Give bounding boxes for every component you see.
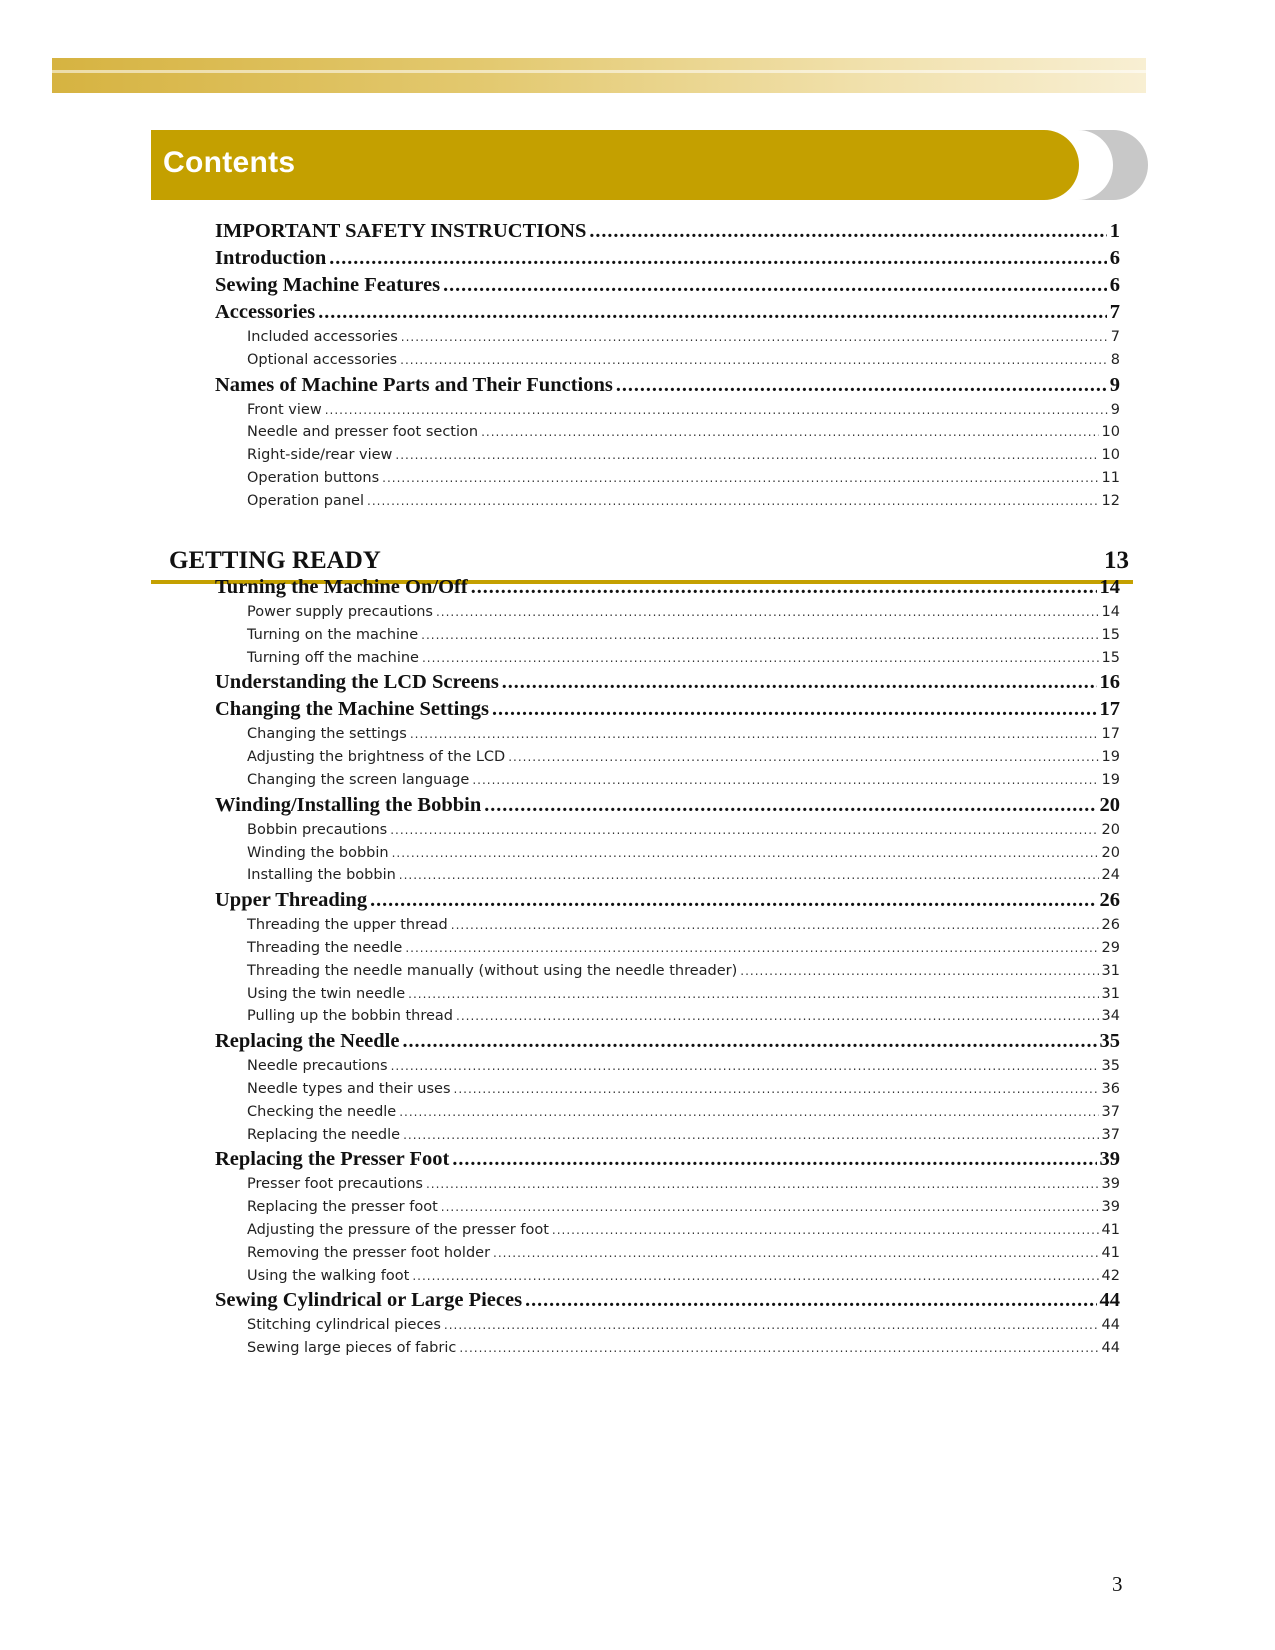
toc-entry-title: Introduction — [215, 247, 327, 269]
toc-subsection-entry[interactable] — [215, 467, 1120, 490]
toc-dot-leader — [392, 842, 1099, 865]
toc-entry-page: 41 — [1101, 1244, 1120, 1261]
toc-entry-page: 1 — [1109, 220, 1120, 242]
toc-entry-title: Turning off the machine — [247, 649, 419, 666]
toc-subsection-entry[interactable] — [215, 624, 1120, 647]
toc-chapter-entry[interactable] — [215, 218, 1120, 245]
toc-entry-page: 8 — [1110, 351, 1120, 368]
toc-chapter-entry[interactable] — [215, 1146, 1120, 1173]
toc-entry-title: Sewing large pieces of fabric — [247, 1340, 457, 1357]
toc-entry-title: Right-side/rear view — [247, 447, 393, 464]
toc-dot-leader — [399, 1101, 1098, 1124]
toc-dot-leader — [403, 1124, 1098, 1147]
toc-dot-leader — [443, 272, 1107, 299]
toc-entry-page: 44 — [1101, 1340, 1120, 1357]
toc-entry-page: 16 — [1099, 671, 1120, 694]
toc-entry-page: 7 — [1110, 329, 1120, 345]
toc-entry-page: 26 — [1099, 889, 1120, 912]
toc-dot-leader — [589, 218, 1106, 245]
toc-chapter-entry[interactable] — [215, 1287, 1120, 1314]
toc-entry-title: Changing the Machine Settings — [215, 698, 489, 721]
toc-dot-leader — [492, 696, 1097, 723]
toc-subsection-entry[interactable] — [215, 1124, 1120, 1147]
toc-entry-title: Removing the presser foot holder — [247, 1244, 491, 1261]
toc-chapter-entry[interactable] — [215, 696, 1120, 723]
toc-entry-page: 29 — [1101, 939, 1120, 956]
toc-subsection-entry[interactable] — [215, 1078, 1120, 1101]
toc-entry-title: Front view — [247, 401, 322, 418]
toc-entry-title: Needle and presser foot section — [247, 424, 479, 441]
toc-entry-page: 11 — [1101, 469, 1120, 486]
toc-entry-title: Replacing the Needle — [215, 1030, 400, 1053]
toc-subsection-entry[interactable] — [215, 746, 1120, 769]
toc-chapter-entry[interactable] — [215, 669, 1120, 696]
toc-dot-leader — [402, 1028, 1096, 1055]
toc-subsection-entry[interactable] — [215, 1219, 1120, 1242]
toc-entry-page: 6 — [1109, 247, 1120, 269]
toc-chapter-entry[interactable] — [215, 792, 1120, 819]
toc-entry-page: 19 — [1101, 749, 1120, 766]
toc-entry-page: 10 — [1101, 447, 1120, 464]
toc-entry-title: Needle types and their uses — [247, 1080, 451, 1097]
toc-entry-page: 37 — [1101, 1126, 1120, 1143]
section-title: GETTING READY — [169, 547, 381, 574]
toc-entry-title: Adjusting the brightness of the LCD — [247, 749, 506, 766]
toc-dot-leader — [391, 1055, 1099, 1078]
toc-dot-leader — [395, 444, 1098, 467]
toc-dot-leader — [508, 746, 1098, 769]
toc-dot-leader — [740, 960, 1098, 983]
toc-entry-page: 20 — [1101, 821, 1120, 838]
toc-dot-leader — [459, 1337, 1098, 1360]
toc-subsection-entry[interactable] — [215, 1055, 1120, 1078]
toc-dot-leader — [616, 372, 1107, 399]
toc-subsection-entry[interactable] — [215, 960, 1120, 983]
toc-dot-leader — [400, 349, 1108, 372]
toc-dot-leader — [329, 245, 1106, 272]
toc-entry-title: Replacing the needle — [247, 1126, 401, 1143]
toc-dot-leader — [370, 887, 1096, 914]
toc-entry-title: Turning on the machine — [247, 626, 419, 643]
toc-dot-leader — [471, 574, 1097, 601]
toc-entry-title: Installing the bobbin — [247, 867, 396, 884]
toc-entry-title: Replacing the presser foot — [247, 1199, 438, 1216]
toc-entry-title: Threading the needle manually (without using the needle threader) — [247, 962, 738, 979]
toc-intro-list — [215, 218, 1120, 513]
toc-entry-page: 37 — [1101, 1103, 1120, 1120]
toc-dot-leader — [318, 299, 1107, 326]
toc-entry-page: 10 — [1101, 424, 1120, 441]
toc-subsection-entry[interactable] — [215, 1173, 1120, 1196]
toc-dot-leader — [405, 937, 1098, 960]
toc-dot-leader — [436, 601, 1099, 624]
toc-entry-title: Using the walking foot — [247, 1267, 410, 1284]
toc-dot-leader — [456, 1005, 1099, 1028]
page-number: 3 — [1112, 1572, 1123, 1596]
toc-entry-title: Bobbin precautions — [247, 821, 388, 838]
toc-subsection-entry[interactable] — [215, 1337, 1120, 1360]
toc-subsection-entry[interactable] — [215, 1314, 1120, 1337]
toc-entry-page: 7 — [1109, 301, 1120, 323]
toc-entry-page: 9 — [1110, 401, 1120, 418]
toc-entry-title: Using the twin needle — [247, 985, 406, 1002]
toc-entry-page: 39 — [1101, 1199, 1120, 1216]
toc-subsection-entry[interactable] — [215, 490, 1120, 513]
toc-entry-page: 36 — [1101, 1080, 1120, 1097]
toc-entry-title: Optional accessories — [247, 351, 398, 368]
toc-subsection-entry[interactable] — [215, 1005, 1120, 1028]
toc-entry-title: Winding/Installing the Bobbin — [215, 793, 482, 816]
toc-subsection-entry[interactable] — [215, 769, 1120, 792]
toc-getting-ready-list — [215, 574, 1120, 1360]
toc-chapter-entry[interactable] — [215, 1028, 1120, 1055]
toc-dot-leader — [399, 864, 1099, 887]
toc-dot-leader — [444, 1314, 1099, 1337]
toc-entry-title: Names of Machine Parts and Their Functions — [215, 373, 613, 396]
toc-subsection-entry[interactable] — [215, 914, 1120, 937]
toc-entry-title: Included accessories — [247, 329, 398, 345]
toc-subsection-entry[interactable] — [215, 399, 1120, 422]
toc-entry-page: 6 — [1109, 274, 1120, 296]
toc-entry-title: Changing the settings — [247, 726, 407, 743]
toc-dot-leader — [325, 399, 1108, 422]
toc-subsection-entry[interactable] — [215, 349, 1120, 372]
toc-entry-page: 19 — [1101, 771, 1120, 788]
toc-subsection-entry[interactable] — [215, 444, 1120, 467]
toc-subsection-entry[interactable] — [215, 1242, 1120, 1265]
toc-dot-leader — [502, 669, 1097, 696]
toc-entry-page: 35 — [1099, 1030, 1120, 1053]
section-page: 13 — [1104, 547, 1129, 574]
toc-entry-title: Accessories — [215, 301, 316, 323]
toc-chapter-entry[interactable] — [215, 887, 1120, 914]
toc-entry-page: 39 — [1099, 1148, 1120, 1171]
toc-entry-title: Operation buttons — [247, 469, 380, 486]
toc-entry-page: 14 — [1101, 604, 1120, 620]
toc-chapter-entry[interactable] — [215, 272, 1120, 299]
toc-entry-title: IMPORTANT SAFETY INSTRUCTIONS — [215, 220, 587, 242]
toc-subsection-entry[interactable] — [215, 1265, 1120, 1288]
toc-dot-leader — [408, 983, 1098, 1006]
toc-chapter-entry[interactable] — [215, 372, 1120, 399]
toc-entry-page: 39 — [1101, 1176, 1120, 1193]
toc-subsection-entry[interactable] — [215, 421, 1120, 444]
toc-entry-title: Sewing Machine Features — [215, 274, 441, 296]
toc-entry-page: 41 — [1101, 1221, 1120, 1238]
toc-dot-leader — [410, 723, 1099, 746]
toc-entry-title: Replacing the Presser Foot — [215, 1148, 450, 1171]
toc-entry-title: Upper Threading — [215, 889, 368, 912]
toc-entry-page: 9 — [1109, 373, 1120, 396]
toc-dot-leader — [484, 792, 1096, 819]
toc-subsection-entry[interactable] — [215, 983, 1120, 1006]
toc-entry-title: Operation panel — [247, 492, 364, 509]
toc-chapter-entry[interactable] — [215, 299, 1120, 326]
toc-entry-page: 31 — [1101, 985, 1120, 1002]
toc-entry-page: 24 — [1101, 867, 1120, 884]
toc-entry-page: 35 — [1101, 1058, 1120, 1075]
toc-entry-page: 15 — [1101, 626, 1120, 643]
toc-entry-page: 15 — [1101, 649, 1120, 666]
toc-dot-leader — [422, 647, 1099, 670]
toc-entry-page: 20 — [1101, 844, 1120, 861]
toc-dot-leader — [421, 624, 1098, 647]
toc-entry-page: 31 — [1101, 962, 1120, 979]
toc-dot-leader — [472, 769, 1098, 792]
toc-entry-title: Understanding the LCD Screens — [215, 671, 499, 694]
toc-subsection-entry[interactable] — [215, 601, 1120, 624]
toc-entry-title: Threading the needle — [247, 939, 403, 956]
toc-entry-title: Turning the Machine On/Off — [215, 576, 468, 598]
toc-dot-leader — [493, 1242, 1099, 1265]
toc-subsection-entry[interactable] — [215, 647, 1120, 670]
toc-dot-leader — [401, 326, 1108, 349]
page-title: Contents — [163, 146, 296, 179]
toc-dot-leader — [367, 490, 1099, 513]
toc-entry-title: Adjusting the pressure of the presser foot — [247, 1221, 549, 1238]
toc-subsection-entry[interactable] — [215, 864, 1120, 887]
toc-chapter-entry[interactable] — [215, 245, 1120, 272]
toc-entry-title: Pulling up the bobbin thread — [247, 1008, 454, 1025]
toc-entry-page: 20 — [1099, 793, 1120, 816]
toc-entry-title: Changing the screen language — [247, 771, 470, 788]
toc-subsection-entry[interactable] — [215, 1101, 1120, 1124]
toc-dot-leader — [412, 1265, 1098, 1288]
toc-dot-leader — [481, 421, 1098, 444]
toc-dot-leader — [525, 1287, 1096, 1314]
toc-entry-page: 44 — [1099, 1289, 1120, 1312]
toc-dot-leader — [452, 1146, 1096, 1173]
toc-entry-page: 42 — [1101, 1267, 1120, 1284]
section-heading-getting-ready — [169, 545, 1129, 577]
toc-subsection-entry[interactable] — [215, 819, 1120, 842]
toc-entry-title: Threading the upper thread — [247, 917, 448, 934]
toc-entry-title: Power supply precautions — [247, 604, 433, 620]
top-decorative-band — [52, 58, 1146, 93]
toc-dot-leader — [426, 1173, 1099, 1196]
toc-entry-page: 34 — [1101, 1008, 1120, 1025]
toc-dot-leader — [451, 914, 1099, 937]
toc-dot-leader — [552, 1219, 1099, 1242]
toc-subsection-entry[interactable] — [215, 723, 1120, 746]
toc-subsection-entry[interactable] — [215, 1196, 1120, 1219]
toc-subsection-entry[interactable] — [215, 326, 1120, 349]
toc-entry-title: Winding the bobbin — [247, 844, 389, 861]
toc-entry-page: 12 — [1101, 492, 1120, 509]
toc-entry-page: 14 — [1099, 576, 1120, 598]
toc-entry-title: Stitching cylindrical pieces — [247, 1317, 441, 1334]
toc-subsection-entry[interactable] — [215, 842, 1120, 865]
toc-entry-page: 26 — [1101, 917, 1120, 934]
header-arc-decoration — [1078, 130, 1148, 200]
toc-entry-title: Sewing Cylindrical or Large Pieces — [215, 1289, 523, 1312]
toc-dot-leader — [441, 1196, 1099, 1219]
toc-subsection-entry[interactable] — [215, 937, 1120, 960]
toc-entry-title: Needle precautions — [247, 1058, 388, 1075]
toc-entry-title: Checking the needle — [247, 1103, 397, 1120]
toc-dot-leader — [454, 1078, 1099, 1101]
toc-entry-page: 44 — [1101, 1317, 1120, 1334]
toc-chapter-entry[interactable] — [215, 574, 1120, 601]
toc-entry-page: 17 — [1101, 726, 1120, 743]
toc-dot-leader — [382, 467, 1098, 490]
toc-entry-title: Presser foot precautions — [247, 1176, 423, 1193]
toc-dot-leader — [390, 819, 1098, 842]
toc-entry-page: 17 — [1099, 698, 1120, 721]
